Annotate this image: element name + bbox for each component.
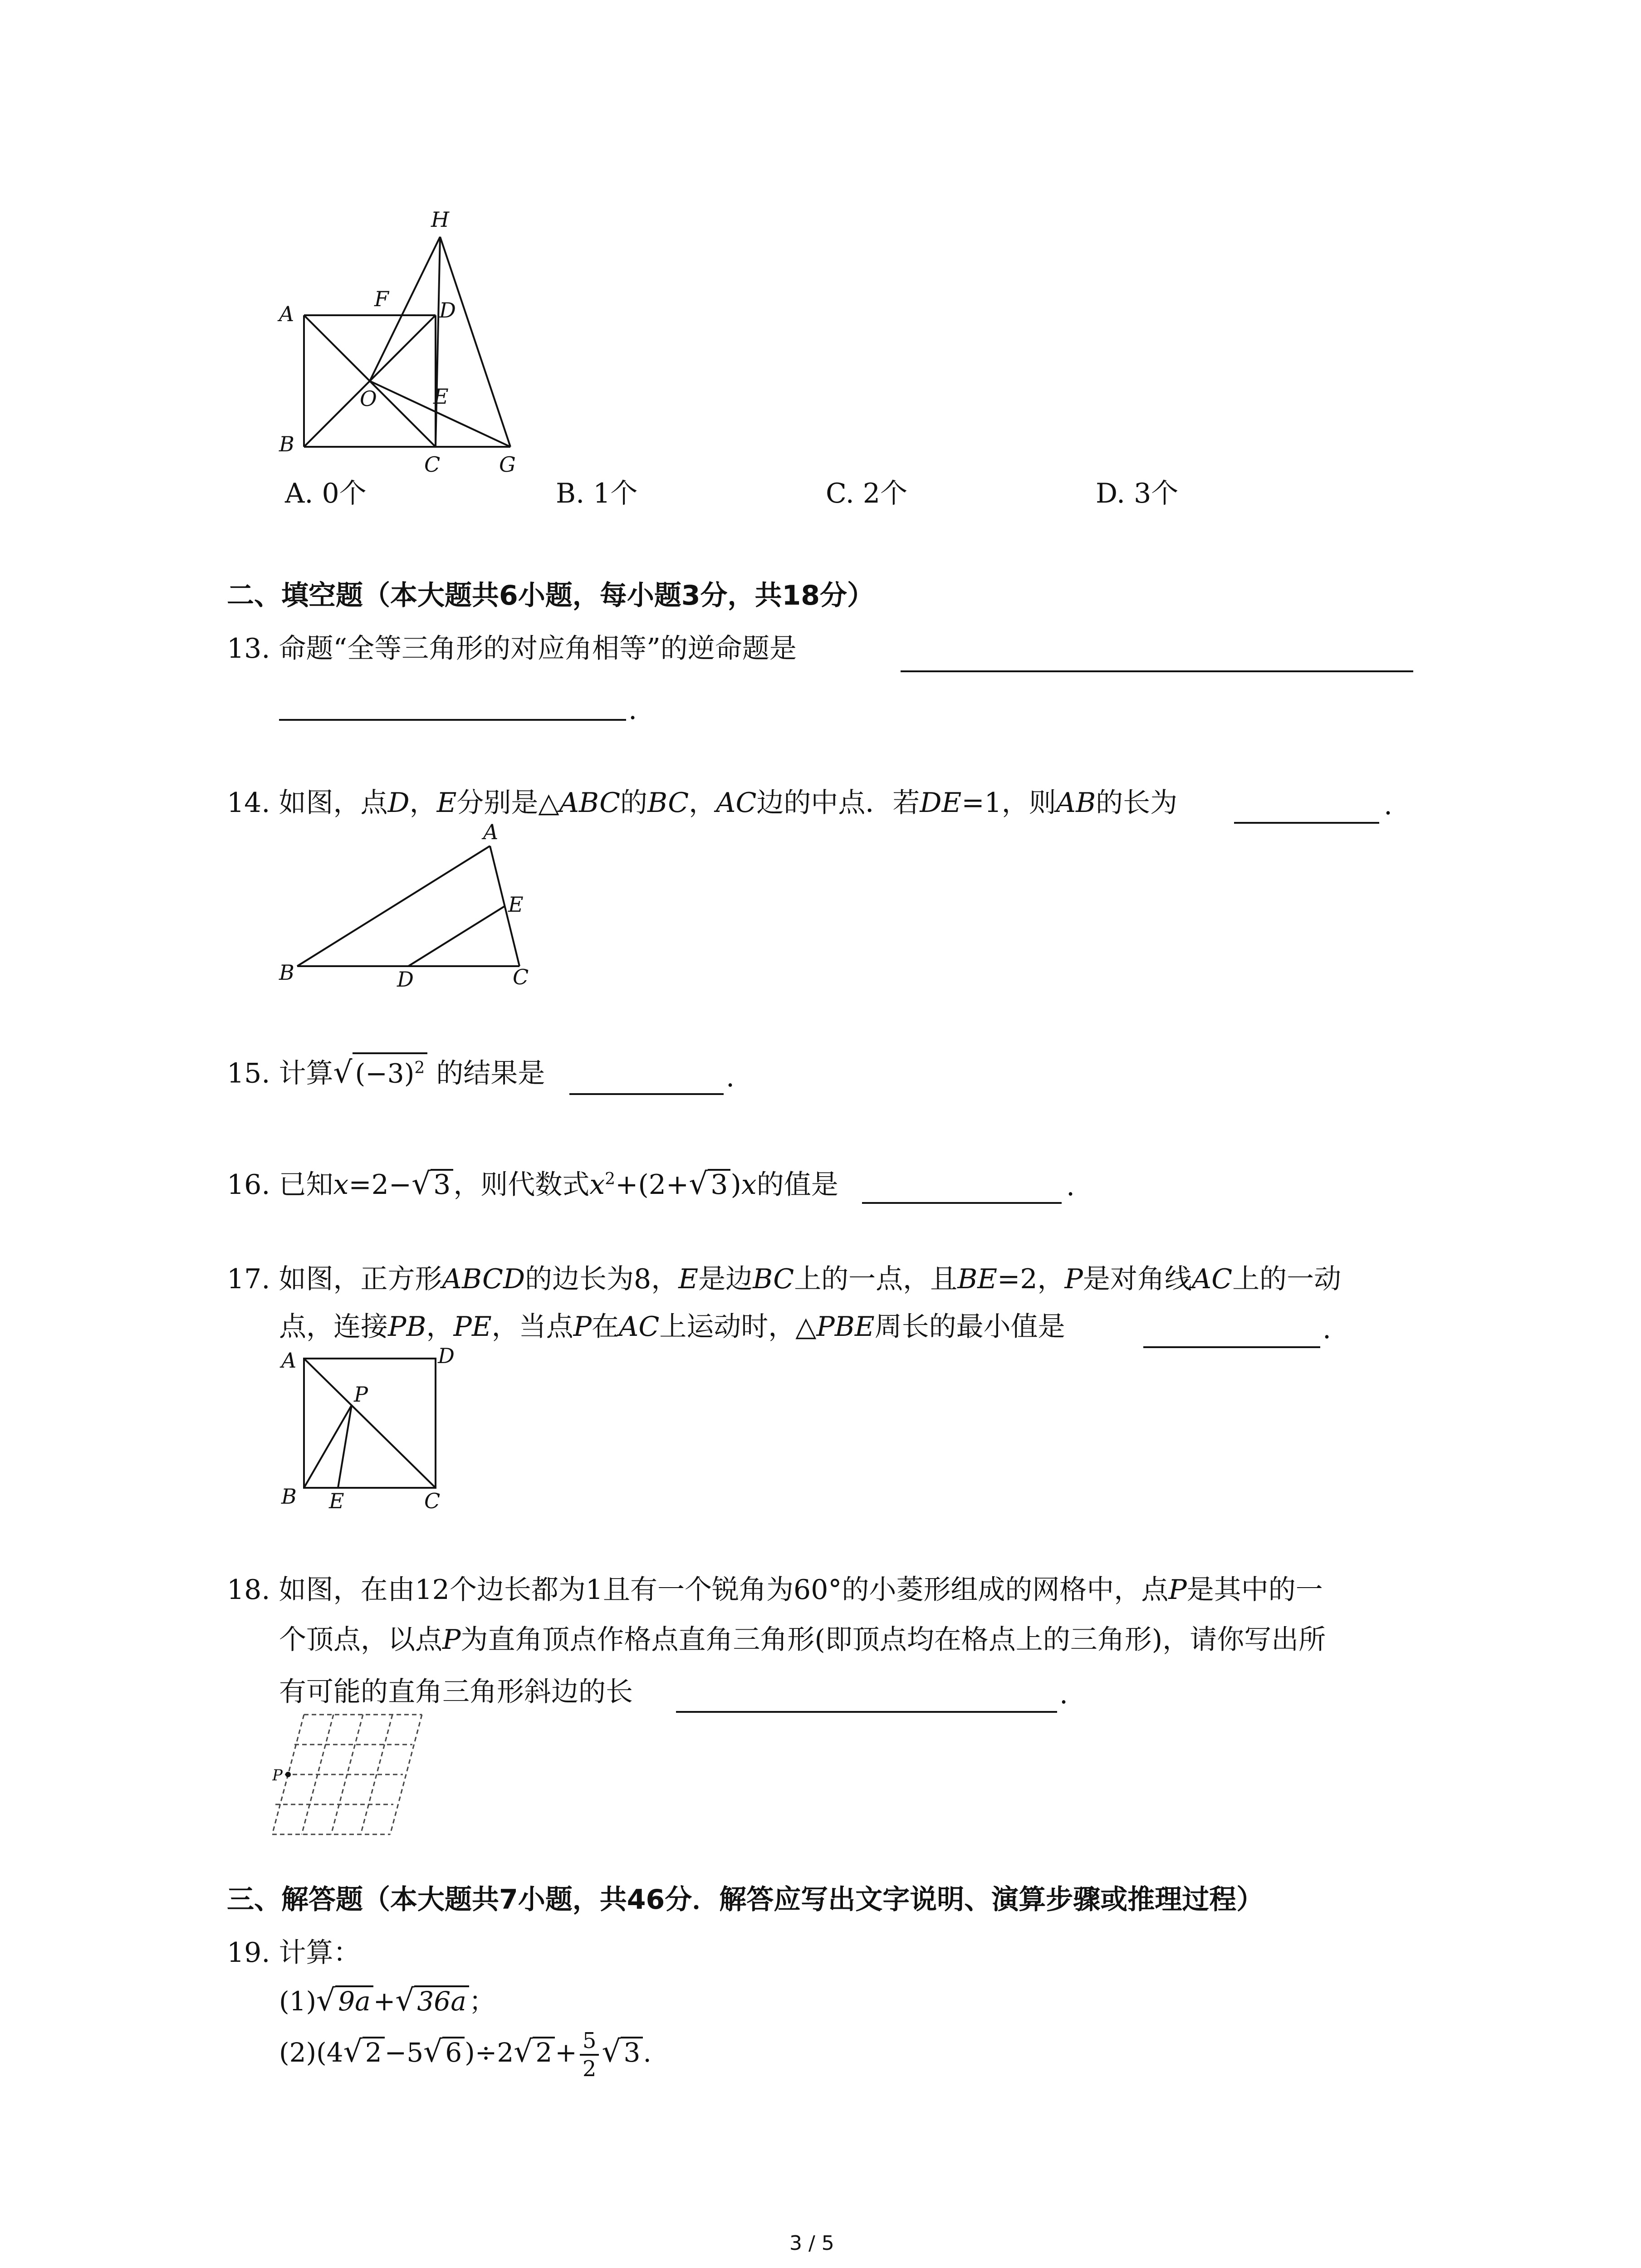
q18-number: 18. xyxy=(227,1574,270,1606)
sqrt-icon: √ xyxy=(333,1055,353,1090)
q16-number: 16. xyxy=(227,1169,270,1201)
q19-part-2: (2)(4√ 2 −5√ 6 )÷2√ 2 + $\frac{5}{2}$ √ 3 . xyxy=(279,2028,652,2082)
label-d: D xyxy=(438,1345,455,1368)
page-number: 3 / 5 xyxy=(789,2232,834,2255)
label-h: H xyxy=(431,207,450,232)
q12-option-a: A. 0个 xyxy=(285,478,367,509)
question-13 xyxy=(227,631,797,667)
q12-option-c: C. 2个 xyxy=(826,478,908,509)
question-18-line-2: 个顶点，以点P为直角顶点作格点直角三角形(即顶点均在格点上的三角形)，请你写出所 xyxy=(279,1624,1326,1656)
q12-option-d: D. 3个 xyxy=(1096,478,1179,509)
label-f: F xyxy=(374,287,389,311)
label-e: E xyxy=(329,1489,344,1513)
q17-end: . xyxy=(1323,1313,1332,1345)
q13-number: 13. xyxy=(227,633,270,665)
point-p xyxy=(285,1772,291,1777)
diagonal-ac xyxy=(304,1359,436,1488)
q16-answer-blank[interactable] xyxy=(862,1202,1062,1204)
q13-answer-blank-2[interactable] xyxy=(279,719,626,721)
q19-title: 计算： xyxy=(279,1937,361,1969)
label-e: E xyxy=(433,384,449,409)
q19-number: 19. xyxy=(227,1937,270,1969)
sqrt-icon: √ xyxy=(514,2034,533,2069)
q13-answer-blank-1[interactable] xyxy=(901,670,1413,672)
label-o: O xyxy=(360,386,377,411)
q18-rhombus-grid xyxy=(272,1710,436,1846)
question-19 xyxy=(227,1935,361,1971)
question-18-line-1: 18. 如图，在由12个边长都为1且有一个锐角为60°的小菱形组成的网格中，点P是其中的一 xyxy=(227,1574,1323,1606)
segment-hg xyxy=(440,237,510,447)
label-e: E xyxy=(508,892,524,917)
q15-answer-blank[interactable] xyxy=(569,1093,724,1095)
label-a: A xyxy=(281,1348,297,1373)
q15-radicand: $(-3)^2$ xyxy=(353,1052,428,1087)
fraction-5-over-2: $\frac{5}{2}$ xyxy=(580,2028,599,2082)
label-a: A xyxy=(279,302,294,326)
q15-number: 15. xyxy=(227,1057,270,1090)
label-p: P xyxy=(354,1382,368,1407)
q18-answer-blank[interactable] xyxy=(676,1711,1057,1713)
q13-end: . xyxy=(628,694,637,726)
label-c: C xyxy=(513,965,529,989)
q17-figure xyxy=(272,1345,481,1526)
q14-number: 14. xyxy=(227,787,270,819)
label-c: C xyxy=(424,452,441,477)
q15-end: . xyxy=(726,1061,735,1093)
label-b: B xyxy=(279,432,294,456)
q14-end: . xyxy=(1384,789,1393,821)
sqrt-icon: √ xyxy=(602,2034,621,2069)
q17-answer-blank[interactable] xyxy=(1143,1346,1320,1348)
question-14: 14. 如图，点D，E分别是△ABC的BC，AC边的中点．若DE=1，则AB的长为 xyxy=(227,787,1178,819)
section-2-title: 二、填空题（本大题共6小题，每小题3分，共18分） xyxy=(227,580,874,611)
sqrt-icon: √ xyxy=(395,1983,415,2018)
label-d: D xyxy=(397,967,414,992)
q14-answer-blank[interactable] xyxy=(1234,822,1379,824)
q17-number: 17. xyxy=(227,1263,270,1295)
label-g: G xyxy=(499,452,516,477)
label-b: B xyxy=(279,960,294,985)
q19-part-1: (1)√ 9a +√ 36a ； xyxy=(279,1983,495,2018)
question-17-line-2: 点，连接PB，PE，当点P在AC上运动时，△PBE周长的最小值是 xyxy=(279,1311,1065,1343)
label-b: B xyxy=(281,1484,297,1509)
q16-end: . xyxy=(1066,1170,1075,1202)
label-d: D xyxy=(439,298,456,323)
q14-figure xyxy=(272,821,554,1002)
segment-ba xyxy=(297,846,490,966)
sqrt-icon: √ xyxy=(411,1166,431,1201)
q12-option-b: B. 1个 xyxy=(556,478,638,509)
question-18-line-3: 有可能的直角三角形斜边的长 xyxy=(279,1676,633,1708)
question-15: 15. 计算√ $(-3)^2$ 的结果是 xyxy=(227,1052,545,1091)
label-a: A xyxy=(483,821,499,844)
label-p: P xyxy=(272,1766,283,1784)
q13-text: 命题“全等三角形的对应角相等”的逆命题是 xyxy=(279,633,797,665)
q18-end: . xyxy=(1059,1678,1068,1710)
question-17-line-1: 17. 如图，正方形ABCD的边长为8，E是边BC上的一点，且BE=2，P是对角线AC上的一动 xyxy=(227,1263,1342,1295)
question-16: 16. 已知x=2−√ 3 ，则代数式$x^2+(2+√$ 3 )x的值是 xyxy=(227,1166,838,1201)
sqrt-icon: √ xyxy=(343,2034,362,2069)
sqrt-icon: √ xyxy=(689,1166,708,1201)
q12-figure xyxy=(254,200,554,481)
label-c: C xyxy=(424,1489,441,1513)
sqrt-icon: √ xyxy=(316,1983,336,2018)
section-3-title: 三、解答题（本大题共7小题，共46分．解答应写出文字说明、演算步骤或推理过程） xyxy=(227,1884,1264,1916)
sqrt-icon: √ xyxy=(423,2034,443,2069)
segment-de xyxy=(408,906,505,966)
